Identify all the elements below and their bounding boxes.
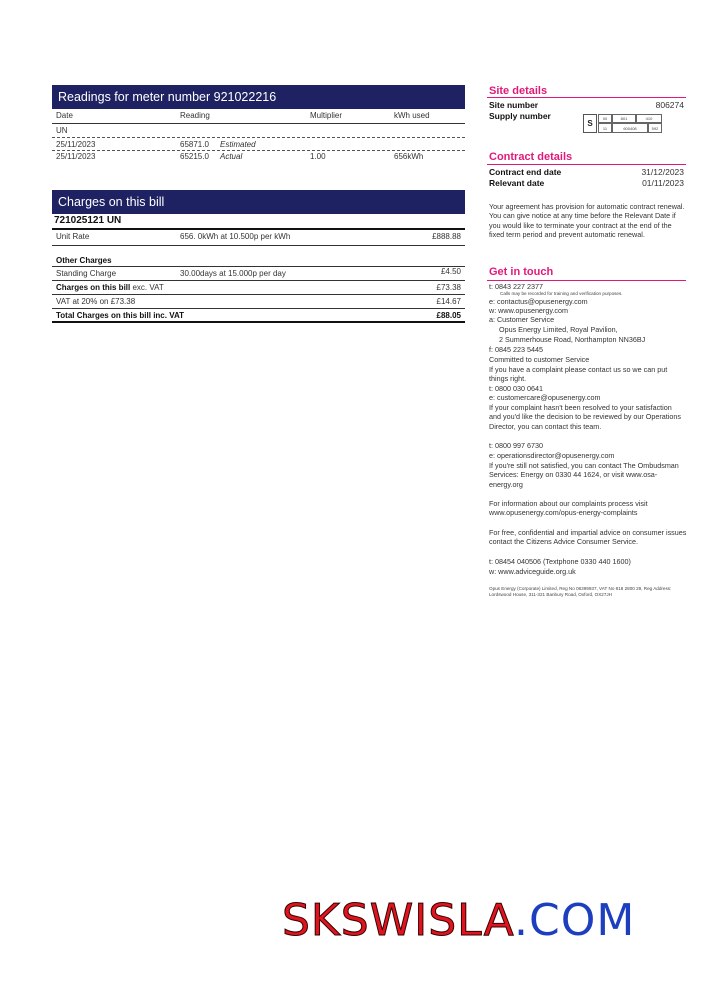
- divider: [52, 321, 465, 323]
- complaint-text: If you have a complaint please contact us so we can put things right.: [489, 365, 668, 384]
- complaints-process-text: For information about our complaints process visit www.opusenergy.com/opus-energy-complaints: [489, 499, 648, 518]
- reading-value: 65871.0: [180, 140, 209, 149]
- divider: [52, 280, 465, 281]
- ex-vat-suffix: exc. VAT: [132, 283, 164, 292]
- divider: [487, 164, 686, 165]
- site-watermark: [282, 895, 635, 946]
- unit-row: UN: [56, 126, 68, 135]
- col-reading-header: Reading: [180, 111, 210, 120]
- reading-multiplier: 1.00: [310, 152, 326, 161]
- reading-kwh: 656kWh: [394, 152, 424, 161]
- divider: [52, 123, 465, 124]
- vat-amount: £14.67: [436, 297, 461, 306]
- total-label: Total Charges on this bill inc. VAT: [56, 311, 185, 320]
- total-amount: £88.05: [436, 311, 461, 320]
- address-label: a: Customer Service: [489, 315, 555, 324]
- unit-rate-amount: £888.88: [432, 232, 461, 241]
- divider: [52, 294, 465, 295]
- operations-email[interactable]: e: operationsdirector@opusenergy.com: [489, 451, 615, 460]
- supply-cell: 410: [636, 114, 662, 123]
- supply-s-box: S: [583, 114, 597, 133]
- divider: [52, 245, 465, 246]
- unresolved-text: If your complaint hasn't been resolved to your satisfaction and you'd like the decision to be reviewed by our Operations Director, you can contact this team.: [489, 403, 681, 431]
- reading-type: Estimated: [220, 140, 256, 149]
- site-details-title: Site details: [489, 85, 548, 97]
- readings-header: [52, 85, 465, 109]
- complaint-phone[interactable]: t: 0800 030 0641: [489, 384, 543, 393]
- legal-text: Opus Energy (Corporate) Limited, Reg No 06399937, VAT No 818 2800 29, Reg Address: Lordswood House, 311-321 Banbury Road, Oxford, OX27JH: [489, 586, 672, 597]
- relevant-date-value: 01/11/2023: [642, 178, 684, 188]
- charges-title: Charges on this bill: [58, 195, 165, 209]
- supply-cell: 600408: [612, 123, 648, 133]
- advice-phone[interactable]: t: 08454 040506 (Textphone 0330 440 1600): [489, 557, 631, 566]
- ex-vat-label: Charges on this bill: [56, 283, 131, 292]
- contract-details-title: Contract details: [489, 151, 573, 163]
- advice-web[interactable]: w: www.adviceguide.org.uk: [489, 567, 576, 576]
- other-charges-heading: Other Charges: [56, 256, 112, 265]
- watermark-left: SKSWISLA: [282, 895, 514, 946]
- relevant-date-label: Relevant date: [489, 178, 545, 188]
- divider: [52, 228, 465, 230]
- site-number-label: Site number: [489, 100, 539, 110]
- complaint-email[interactable]: e: customercare@opusenergy.com: [489, 393, 601, 402]
- contract-end-value: 31/12/2023: [641, 167, 684, 177]
- reading-date: 25/11/2023: [56, 140, 96, 149]
- supply-number-label: Supply number: [489, 111, 551, 121]
- contact-email[interactable]: e: contactus@opusenergy.com: [489, 297, 588, 306]
- ombudsman-text: If you're still not satisfied, you can contact The Ombudsman Services: Energy on 0330 44 1624, or visit www.osa-energy.org: [489, 461, 679, 489]
- watermark-right: COM: [528, 895, 636, 946]
- col-multiplier-header: Multiplier: [310, 111, 343, 120]
- divider: [52, 150, 465, 151]
- standing-charge-detail: 30.00days at 15.000p per day: [180, 269, 286, 278]
- standing-charge-amount: £4.50: [440, 267, 461, 276]
- operations-phone[interactable]: t: 0800 997 6730: [489, 441, 543, 450]
- watermark-dot: .: [513, 895, 529, 946]
- col-kwh-header: kWh used: [394, 111, 430, 120]
- readings-title: Readings for meter number 921022216: [58, 90, 277, 104]
- contact-web[interactable]: w: www.opusenergy.com: [489, 306, 568, 315]
- contact-phone[interactable]: t: 0843 227 2377: [489, 282, 543, 291]
- divider: [52, 137, 465, 138]
- account-number: 721025121 UN: [54, 215, 122, 226]
- contract-end-label: Contract end date: [489, 167, 562, 177]
- divider: [52, 308, 465, 309]
- reading-date: 25/11/2023: [56, 152, 96, 161]
- unit-rate-detail: 656. 0kWh at 10.500p per kWh: [180, 232, 291, 241]
- ex-vat-amount: £73.38: [436, 283, 461, 292]
- committed-text: Committed to customer Service: [489, 355, 590, 364]
- reading-type: Actual: [220, 152, 243, 161]
- supply-cell: 801: [612, 114, 636, 123]
- citizens-advice-text: For free, confidential and impartial advice on consumer issues contact the Citizens Advice Consumer Service.: [489, 528, 687, 547]
- divider: [487, 97, 686, 98]
- address-line-2: 2 Summerhouse Road, Northampton NN36BJ: [499, 335, 646, 344]
- vat-label: VAT at 20% on £73.38: [56, 297, 136, 306]
- site-number-value: 806274: [655, 100, 684, 110]
- charges-header: [52, 190, 465, 214]
- address-line-1: Opus Energy Limited, Royal Pavilion,: [499, 325, 618, 334]
- divider: [487, 280, 686, 281]
- supply-cell: 00: [598, 114, 612, 123]
- supply-cell: 11: [598, 123, 612, 133]
- standing-charge-label: Standing Charge: [56, 269, 117, 278]
- col-date-header: Date: [56, 111, 73, 120]
- contact-fax: f: 0845 223 5445: [489, 345, 543, 354]
- call-recording-note: Calls may be recorded for training and verification purposes.: [500, 291, 623, 296]
- unit-rate-label: Unit Rate: [56, 232, 90, 241]
- supply-cell: 592: [648, 123, 662, 133]
- contract-note: Your agreement has provision for automatic contract renewal. You can give notice at any time before the Relevant Date if you would like to terminate your contract at the end of the fixed term period and prevent automatic renewal.: [489, 202, 685, 239]
- ex-vat-row: [56, 283, 164, 292]
- reading-value: 65215.0: [180, 152, 209, 161]
- get-in-touch-title: Get in touch: [489, 266, 554, 278]
